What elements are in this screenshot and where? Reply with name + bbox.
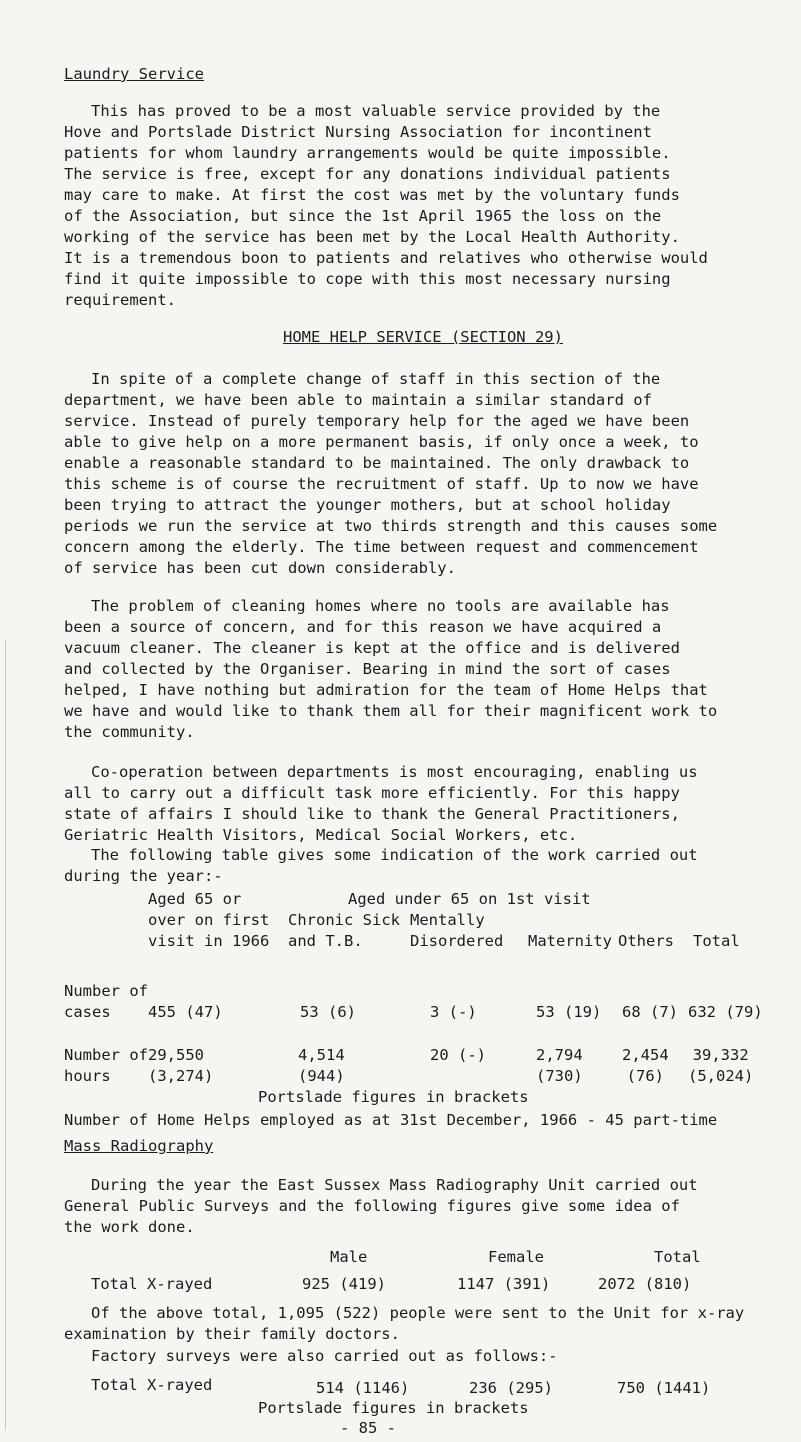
col-male: Male [330, 1248, 368, 1266]
factory-col-2: 236 (295) [469, 1379, 553, 1397]
col-female: Female [488, 1248, 544, 1266]
hours-total: 39,332 (5,024) [688, 1046, 754, 1085]
radiography-para-2: Of the above total, 1,095 (522) people were sent to the Unit for x-ray examination by their family doctors. [64, 1304, 745, 1343]
hours-maternity: 2,794 (730) [536, 1046, 583, 1085]
hours-others: 2,454 (76) [622, 1046, 669, 1085]
page-number: - 85 - [340, 1419, 396, 1437]
hours-chronic: 4,514 (944) [298, 1046, 345, 1085]
hours-mental: 20 (-) [430, 1046, 486, 1064]
header-chronic-sick: Chronic Sick and T.B. [288, 911, 400, 950]
header-under-65: Aged under 65 on 1st visit [348, 890, 591, 908]
xray-male: 925 (419) [302, 1275, 386, 1293]
header-mentally-disordered: Mentally Disordered [410, 911, 504, 950]
cases-chronic: 53 (6) [300, 1003, 356, 1021]
radiography-note: Portslade figures in brackets [258, 1399, 529, 1417]
home-helps-employed: Number of Home Helps employed as at 31st December, 1966 - 45 part-time [64, 1111, 718, 1129]
header-total: Total [693, 932, 740, 950]
header-others: Others [618, 932, 674, 950]
cases-others: 68 (7) [622, 1003, 678, 1021]
xray-female: 1147 (391) [457, 1275, 551, 1293]
radiography-para-1: During the year the East Sussex Mass Radiography Unit carried out General Public Surveys and the following figures give some idea of the work done. [64, 1176, 698, 1236]
home-help-para-3: Co-operation between departments is most encouraging, enabling us all to carry out a difficult task more efficiently. For this happy state of affairs I should like to thank the General Practitioners, Geriatric Health Visitors, Medical Social Workers, etc. [64, 763, 698, 844]
xray-total: 2072 (810) [598, 1275, 692, 1293]
laundry-heading: Laundry Service [64, 65, 204, 83]
table-note: Portslade figures in brackets [258, 1088, 529, 1106]
radiography-heading: Mass Radiography [64, 1137, 214, 1155]
cases-total: 632 (79) [688, 1003, 763, 1021]
row-label-cases: Number of cases [64, 982, 148, 1021]
header-aged-65: Aged 65 or over on first visit in 1966 [148, 890, 270, 950]
scan-margin-line [5, 640, 6, 1430]
header-maternity: Maternity [528, 932, 612, 950]
row-label-hours: Number of hours [64, 1046, 148, 1085]
factory-col-3: 750 (1441) [617, 1379, 711, 1397]
home-help-heading: HOME HELP SERVICE (SECTION 29) [283, 328, 563, 346]
laundry-body: This has proved to be a most valuable service provided by the Hove and Portslade District Nursing Association for incontinent patients for whom laundry arrangements would be quite impossible. The service is free, except for any donations individual patients may care to make. At first the cost was met by the voluntary funds of the Association, but since the 1st April 1965 the loss on the working of the service has been met by the Local Health Authority. It is a tremendous boon to patients and relatives who otherwise would find it quite impossible to cope with this most necessary nursing requirement. [64, 102, 708, 309]
home-help-para-4: The following table gives some indication of the work carried out during the year:- [64, 846, 698, 885]
factory-row-label: Total X-rayed [91, 1376, 213, 1394]
xray-row-label: Total X-rayed [91, 1275, 213, 1293]
home-help-para-1: In spite of a complete change of staff in this section of the department, we have been able to maintain a similar standard of service. Instead of purely temporary help for the aged we have been able to give help on a more permanent basis, if only once a week, to enable a reasonable standard to be maintained. The only drawback to this scheme is of course the recruitment of staff. Up to now we have been trying to attract the younger mothers, but at school holiday periods we run the service at two thirds strength and this causes some concern among the elderly. The time between request and commencement of service has been cut down considerably. [64, 370, 718, 577]
cases-aged-65: 455 (47) [148, 1003, 223, 1021]
cases-maternity: 53 (19) [536, 1003, 602, 1021]
factory-col-1: 514 (1146) [316, 1379, 410, 1397]
hours-aged-65: 29,550 (3,274) [148, 1046, 214, 1085]
cases-mental: 3 (-) [430, 1003, 477, 1021]
home-help-para-2: The problem of cleaning homes where no tools are available has been a source of concern, and for this reason we have acquired a vacuum cleaner. The cleaner is kept at the office and is delivered and collected by the Organiser. Bearing in mind the sort of cases helped, I have nothing but admiration for the team of Home Helps that we have and would like to thank them all for their magnificent work to the community. [64, 597, 718, 741]
col-total: Total [654, 1248, 701, 1266]
radiography-para-3: Factory surveys were also carried out as follows:- [91, 1347, 558, 1365]
